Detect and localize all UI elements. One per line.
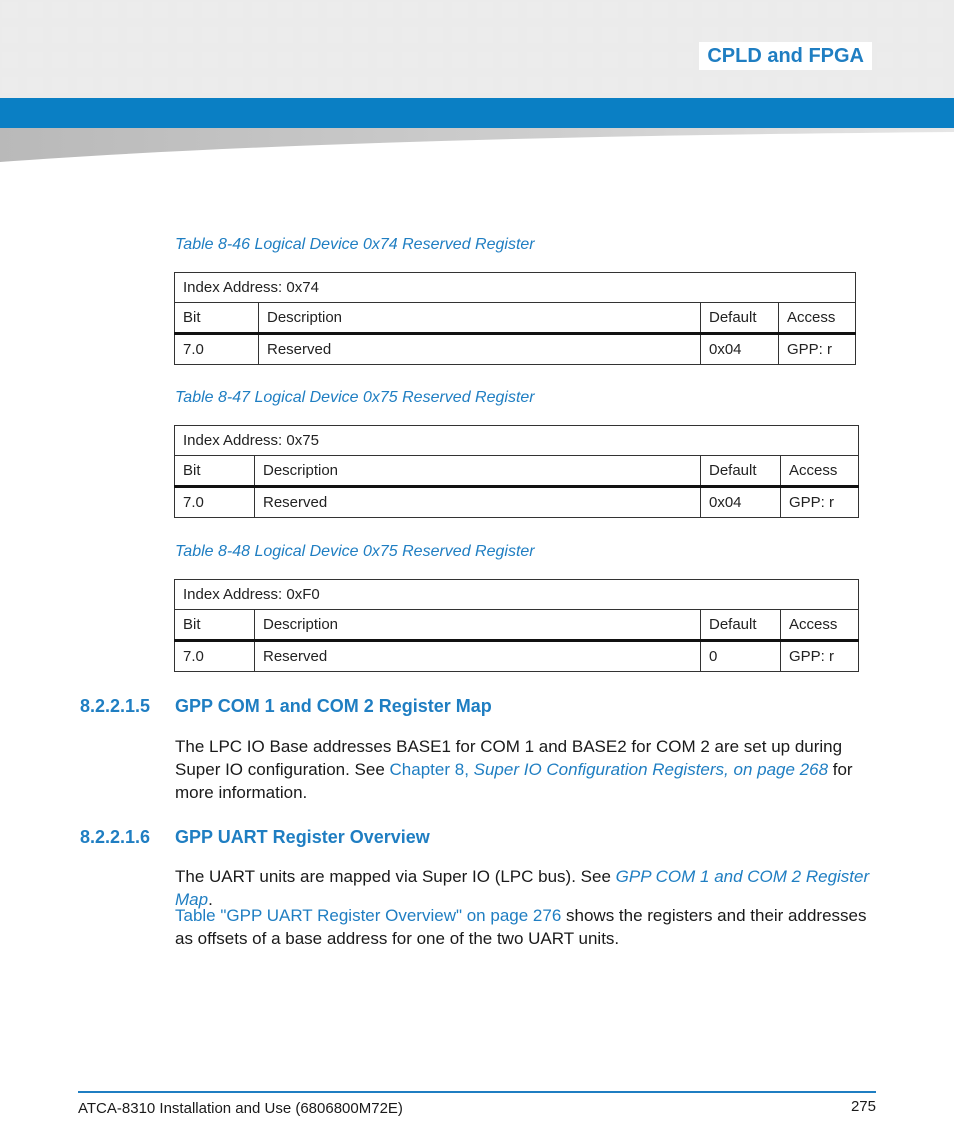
header-grid-cell <box>252 52 268 68</box>
header-grid-cell <box>202 52 218 68</box>
table-cell: Reserved <box>255 487 701 518</box>
header-bar <box>0 98 954 128</box>
header-grid-cell <box>927 52 943 68</box>
header-grid-cell <box>402 52 418 68</box>
table-row <box>175 641 859 672</box>
header-grid-cell <box>277 77 293 93</box>
header-grid-cell <box>777 27 793 43</box>
header-grid-cell <box>577 27 593 43</box>
header-grid-cell <box>752 77 768 93</box>
register-table <box>174 272 856 365</box>
header-grid-cell <box>77 27 93 43</box>
header-grid-cell <box>577 52 593 68</box>
header-grid-cell <box>427 27 443 43</box>
column-header: Description <box>255 456 701 487</box>
header-grid-cell <box>52 52 68 68</box>
table-caption: Table 8-48 Logical Device 0x75 Reserved Register <box>175 543 535 560</box>
register-table <box>174 425 859 518</box>
column-header: Description <box>255 610 701 641</box>
index-address-cell: Index Address: 0x74 <box>175 273 856 303</box>
header-grid-cell <box>202 2 218 18</box>
header-grid-cell <box>927 2 943 18</box>
column-header: Description <box>259 303 701 334</box>
column-header: Access <box>779 303 856 334</box>
header-grid-cell <box>127 52 143 68</box>
header-grid-cell <box>902 27 918 43</box>
header-grid-cell <box>302 2 318 18</box>
header-grid-cell <box>527 27 543 43</box>
header-grid-cell <box>127 27 143 43</box>
header-grid-cell <box>227 27 243 43</box>
column-header: Bit <box>175 303 259 334</box>
table-cell: 0x04 <box>701 334 779 365</box>
column-header: Access <box>781 610 859 641</box>
header-grid-cell <box>702 2 718 18</box>
header-grid-cell <box>552 2 568 18</box>
header-grid-cell <box>827 77 843 93</box>
header-grid-cell <box>627 27 643 43</box>
header-grid-cell <box>527 52 543 68</box>
header-grid-cell <box>727 77 743 93</box>
header-grid-cell <box>102 52 118 68</box>
header-grid-cell <box>352 52 368 68</box>
header-grid-cell <box>177 2 193 18</box>
header-grid-cell <box>602 2 618 18</box>
paragraph-text: The UART units are mapped via Super IO (LPC bus). See <box>175 867 616 886</box>
header-grid-cell <box>202 27 218 43</box>
header-grid-cell <box>402 2 418 18</box>
header-grid-cell <box>227 52 243 68</box>
header-grid-cell <box>452 52 468 68</box>
chapter-link[interactable]: Chapter 8, <box>389 760 474 779</box>
column-header: Bit <box>175 610 255 641</box>
header-grid-cell <box>702 27 718 43</box>
header-grid-cell <box>652 2 668 18</box>
table-caption: Table 8-46 Logical Device 0x74 Reserved Register <box>175 236 535 253</box>
header-grid-cell <box>552 77 568 93</box>
header-grid-cell <box>152 27 168 43</box>
header-grid-cell <box>127 77 143 93</box>
header-grid-cell <box>402 77 418 93</box>
header-grid-cell <box>2 2 18 18</box>
header-grid-cell <box>802 27 818 43</box>
section-number: 8.2.2.1.6 <box>80 827 151 847</box>
header-grid-cell <box>452 27 468 43</box>
header-grid-cell <box>52 27 68 43</box>
footer-document-title: ATCA-8310 Installation and Use (6806800M72E) <box>78 1100 403 1117</box>
header-grid-cell <box>27 77 43 93</box>
header-grid-cell <box>477 52 493 68</box>
header-grid-cell <box>502 2 518 18</box>
header-grid-cell <box>202 77 218 93</box>
chapter-title-link[interactable]: Super IO Configuration Registers, on page 268 <box>473 760 829 779</box>
section-title: GPP COM 1 and COM 2 Register Map <box>175 696 492 716</box>
header-grid-cell <box>427 2 443 18</box>
header-grid-cell <box>227 2 243 18</box>
section-heading <box>80 827 430 848</box>
table-cell: GPP: r <box>781 641 859 672</box>
header-grid-cell <box>252 77 268 93</box>
footer-rule <box>78 1091 876 1093</box>
header-grid-cell <box>377 52 393 68</box>
header-grid-cell <box>602 27 618 43</box>
header-grid-cell <box>477 2 493 18</box>
header-grid-cell <box>102 2 118 18</box>
header-grid-cell <box>52 77 68 93</box>
paragraph-text: . <box>208 890 213 909</box>
section-heading <box>80 696 492 717</box>
header-grid-cell <box>352 2 368 18</box>
header-grid-cell <box>102 77 118 93</box>
table-row <box>175 334 856 365</box>
header-grid-cell <box>677 52 693 68</box>
header-grid-cell <box>327 77 343 93</box>
header-grid-cell <box>302 52 318 68</box>
header-grid-cell <box>27 27 43 43</box>
header-grid-cell <box>877 27 893 43</box>
header-grid-cell <box>902 2 918 18</box>
header-grid-cell <box>377 27 393 43</box>
header-grid-cell <box>502 77 518 93</box>
header-grid-cell <box>727 27 743 43</box>
header-grid-cell <box>927 77 943 93</box>
table-row <box>175 487 859 518</box>
header-grid-cell <box>627 2 643 18</box>
header-grid-cell <box>352 27 368 43</box>
header-grid-cell <box>77 77 93 93</box>
column-header: Bit <box>175 456 255 487</box>
paragraph <box>175 904 875 950</box>
page-number: 275 <box>850 1098 876 1115</box>
header-grid-cell <box>527 77 543 93</box>
chapter-title: CPLD and FPGA <box>699 42 872 70</box>
table-cell: 0x04 <box>701 487 781 518</box>
header-grid-cell <box>527 2 543 18</box>
header-grid-cell <box>477 27 493 43</box>
table-cell: 7.0 <box>175 334 259 365</box>
header-grid-cell <box>677 77 693 93</box>
header-grid-cell <box>777 77 793 93</box>
header-grid-cell <box>777 2 793 18</box>
index-address-cell: Index Address: 0x75 <box>175 426 859 456</box>
table-cell: Reserved <box>259 334 701 365</box>
header-grid-cell <box>452 77 468 93</box>
table-cell: GPP: r <box>781 487 859 518</box>
header-grid-cell <box>152 2 168 18</box>
header-grid-cell <box>152 77 168 93</box>
header-grid-cell <box>27 2 43 18</box>
header-grid-cell <box>127 2 143 18</box>
header-grid-cell <box>752 2 768 18</box>
header-grid-cell <box>802 77 818 93</box>
table-reference-link[interactable]: Table "GPP UART Register Overview" on page 276 <box>175 906 562 925</box>
header-grid-cell <box>427 52 443 68</box>
paragraph-text: shows the registers and their addresses as offsets of a base address for one of the two UART units. <box>175 906 867 948</box>
header-grid-cell <box>277 27 293 43</box>
header-grid-cell <box>852 77 868 93</box>
header-grid-cell <box>827 2 843 18</box>
header-grid-row <box>2 2 952 18</box>
register-map-link[interactable]: GPP COM 1 and COM 2 Register Map <box>175 867 870 909</box>
header-grid-cell <box>177 52 193 68</box>
header-grid-row <box>2 27 952 43</box>
header-grid-cell <box>677 27 693 43</box>
header-grid-cell <box>27 52 43 68</box>
header-grid-cell <box>377 77 393 93</box>
header-grid-cell <box>627 77 643 93</box>
header-grid-cell <box>602 52 618 68</box>
header-grid-cell <box>277 2 293 18</box>
header-grid-cell <box>2 27 18 43</box>
header-grid-cell <box>552 27 568 43</box>
column-header: Default <box>701 303 779 334</box>
header-grid-cell <box>877 77 893 93</box>
header-grid-cell <box>327 52 343 68</box>
header-grid-cell <box>277 52 293 68</box>
section-number: 8.2.2.1.5 <box>80 696 151 716</box>
header-grid-cell <box>652 77 668 93</box>
column-header: Default <box>701 610 781 641</box>
header-grid-cell <box>727 2 743 18</box>
header-grid-cell <box>652 27 668 43</box>
header-grid-cell <box>377 2 393 18</box>
header-grid-cell <box>802 2 818 18</box>
header-grid-cell <box>252 27 268 43</box>
header-grid-cell <box>102 27 118 43</box>
header-grid-cell <box>602 77 618 93</box>
table-cell: 0 <box>701 641 781 672</box>
header-grid-cell <box>827 27 843 43</box>
header-grid-cell <box>852 2 868 18</box>
header-grid-cell <box>402 27 418 43</box>
header-grid-cell <box>77 52 93 68</box>
header-grid-cell <box>577 2 593 18</box>
column-header: Default <box>701 456 781 487</box>
header-grid-cell <box>502 27 518 43</box>
header-grid-cell <box>302 77 318 93</box>
header-grid-cell <box>627 52 643 68</box>
register-table <box>174 579 859 672</box>
header-grid-cell <box>177 77 193 93</box>
header-grid-cell <box>452 2 468 18</box>
paragraph <box>175 735 875 804</box>
header-grid-cell <box>177 27 193 43</box>
table-cell: GPP: r <box>779 334 856 365</box>
header-grid-cell <box>752 27 768 43</box>
column-header: Access <box>781 456 859 487</box>
header-grid-cell <box>477 77 493 93</box>
header-grid-cell <box>52 2 68 18</box>
header-grid-cell <box>327 2 343 18</box>
header-grid-row <box>2 77 952 93</box>
header-grid-cell <box>652 52 668 68</box>
paragraph-text: The LPC IO Base addresses BASE1 for COM 1 and BASE2 for COM 2 are set up during Super IO configuration. See <box>175 737 843 779</box>
header-grid-cell <box>427 77 443 93</box>
index-address-cell: Index Address: 0xF0 <box>175 580 859 610</box>
header-grid-cell <box>2 77 18 93</box>
header-grid-cell <box>877 52 893 68</box>
header-grid-cell <box>302 27 318 43</box>
header-grid-cell <box>352 77 368 93</box>
header-grid-cell <box>252 2 268 18</box>
header-grid-cell <box>502 52 518 68</box>
header-grid-cell <box>577 77 593 93</box>
paragraph-text: for more information. <box>175 760 853 802</box>
section-title: GPP UART Register Overview <box>175 827 430 847</box>
header-grid-cell <box>152 52 168 68</box>
table-cell: 7.0 <box>175 641 255 672</box>
header-grid-cell <box>77 2 93 18</box>
header-grid-cell <box>702 77 718 93</box>
header-grid-cell <box>902 52 918 68</box>
header-grid-cell <box>327 27 343 43</box>
header-grid-cell <box>677 2 693 18</box>
header-grid-cell <box>927 27 943 43</box>
table-caption: Table 8-47 Logical Device 0x75 Reserved Register <box>175 389 535 406</box>
table-cell: Reserved <box>255 641 701 672</box>
header-grid-cell <box>877 2 893 18</box>
header-grid-cell <box>552 52 568 68</box>
header-grid-cell <box>852 27 868 43</box>
header-grid-cell <box>902 77 918 93</box>
header-swoosh <box>0 128 954 164</box>
header-grid-cell <box>2 52 18 68</box>
table-cell: 7.0 <box>175 487 255 518</box>
header-grid-cell <box>227 77 243 93</box>
